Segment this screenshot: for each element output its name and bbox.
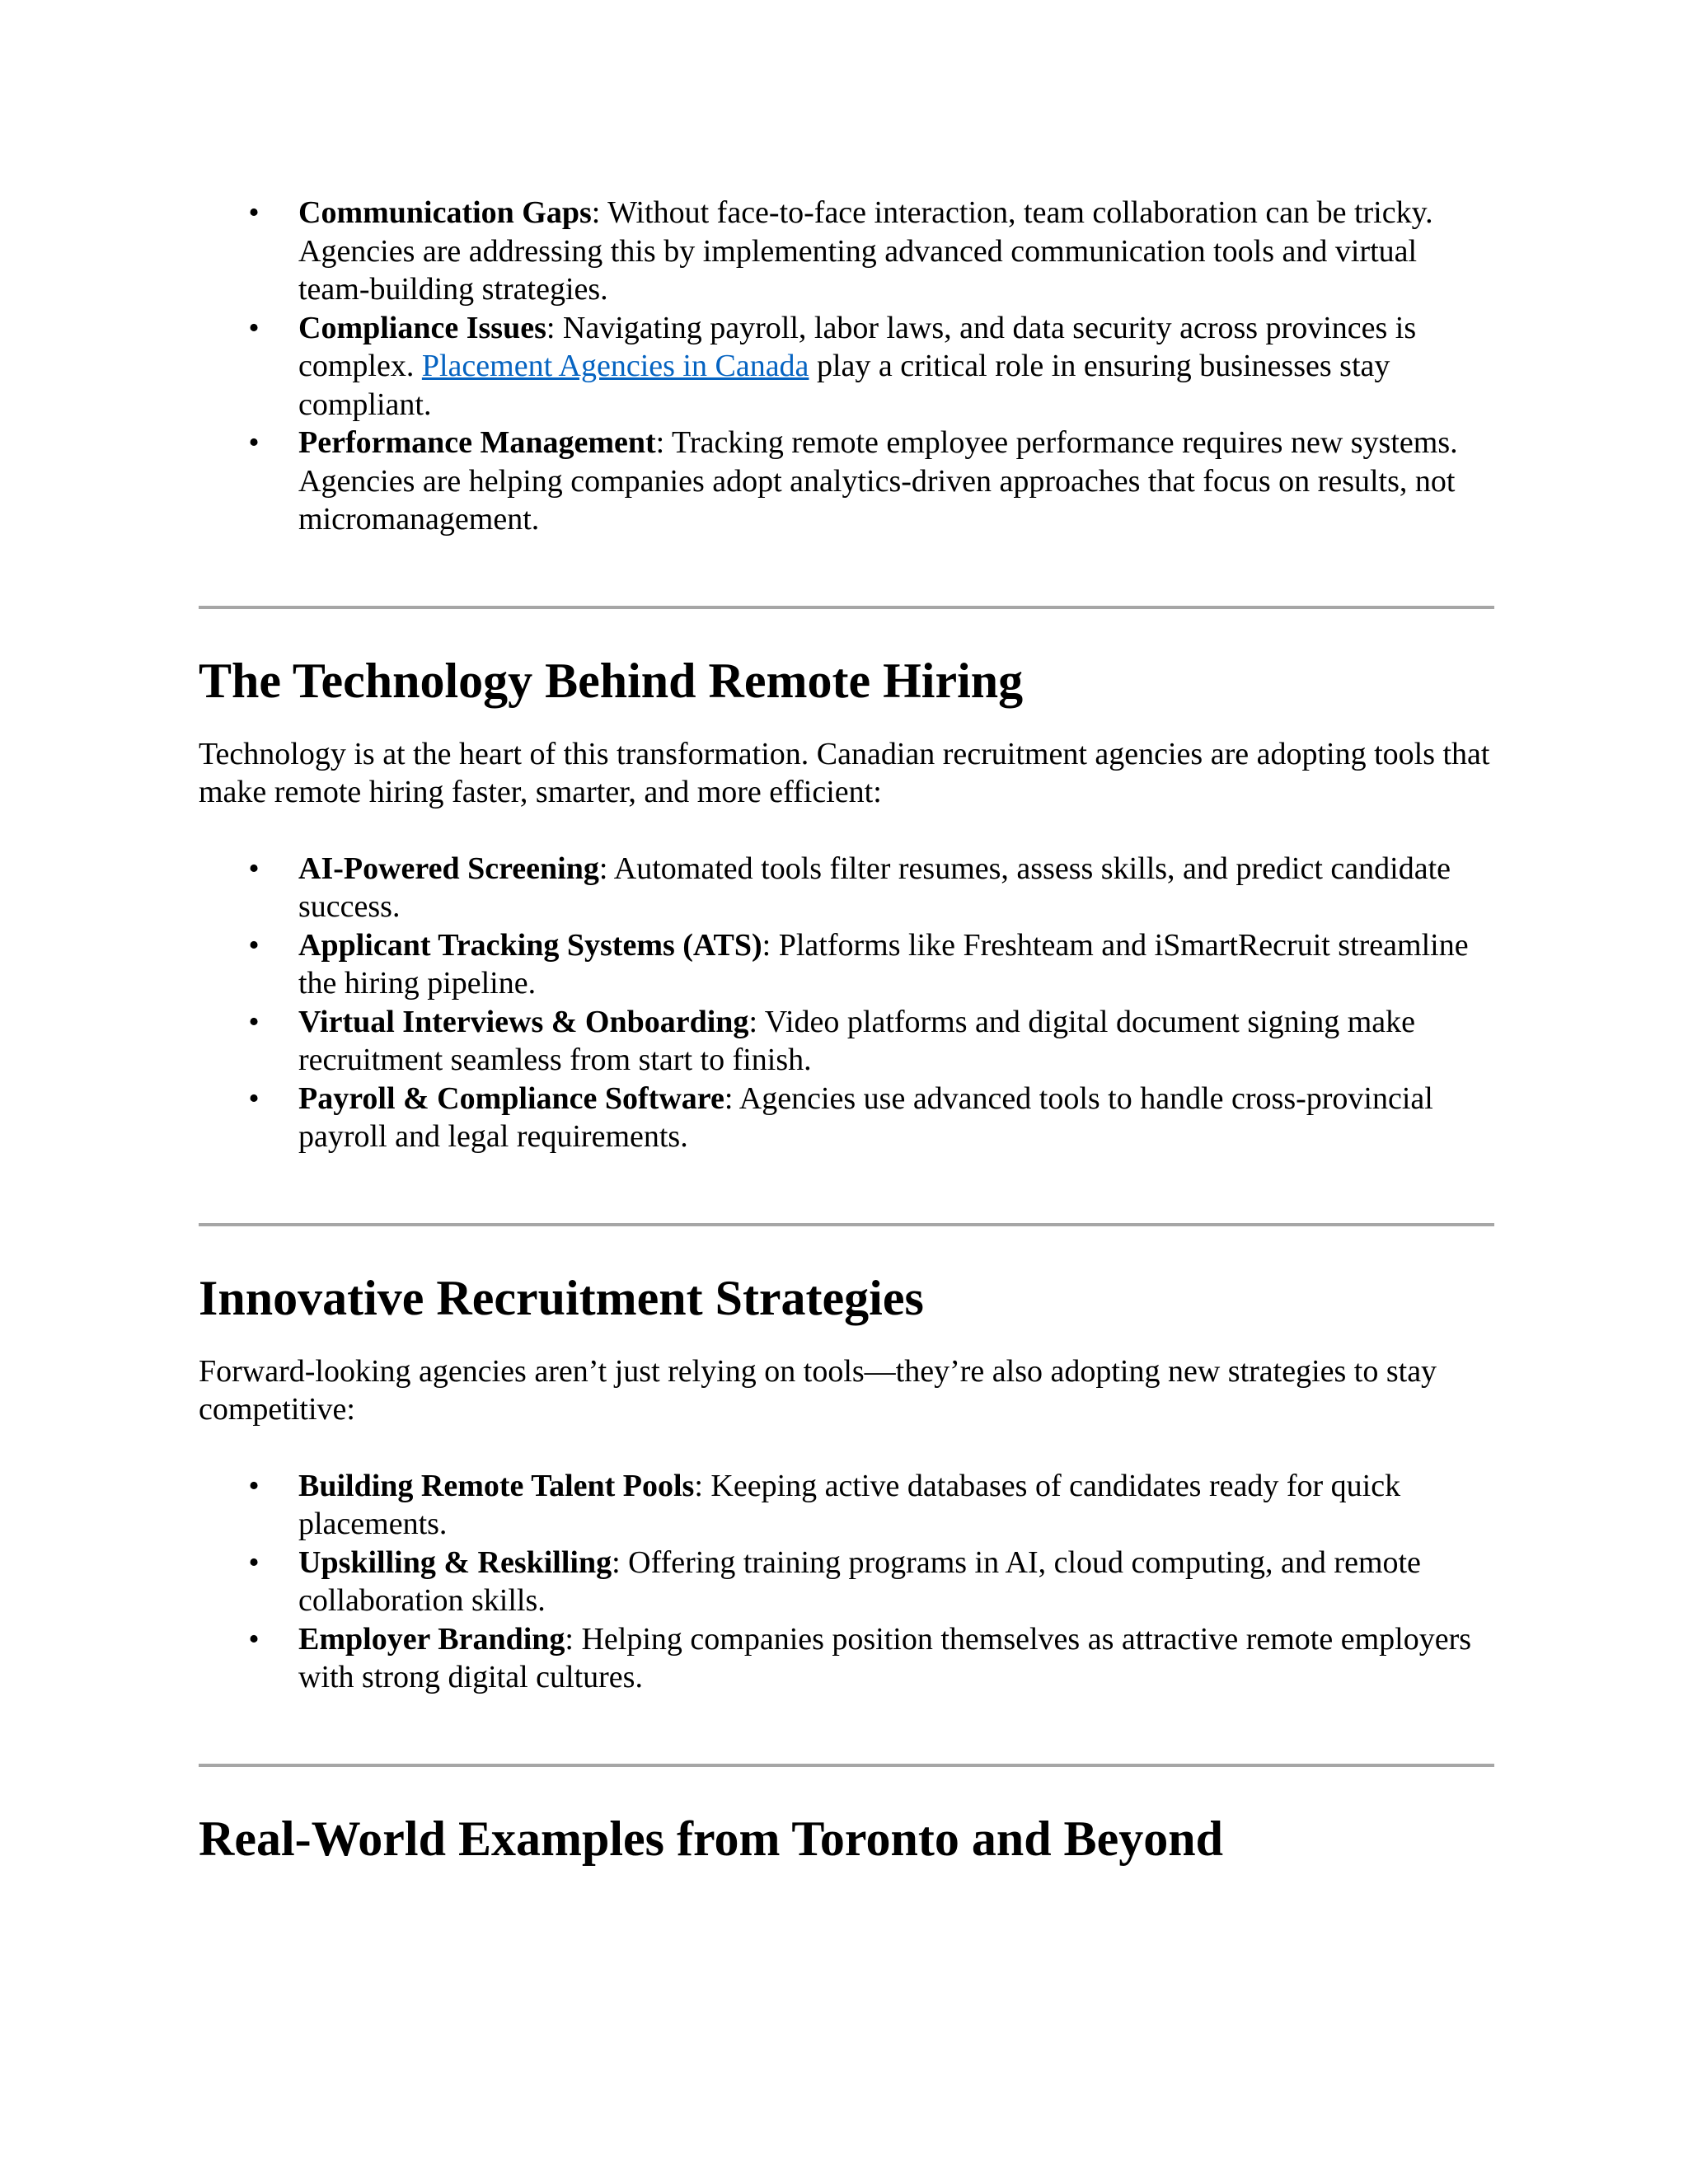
list-item-talent-pools bbox=[199, 1467, 1494, 1544]
list-item-payroll-software bbox=[199, 1080, 1494, 1156]
list-item-communication-gaps bbox=[199, 194, 1494, 309]
document-page bbox=[199, 194, 1494, 1868]
strategies-list bbox=[199, 1467, 1494, 1697]
list-item-text: : Without face-to-face interaction, team collaboration can be tricky. Agencies are addressing this by implementing advanced communication tools and virtual team-building strategies. bbox=[298, 195, 1433, 307]
list-item-virtual-interviews bbox=[199, 1003, 1494, 1080]
section-title-examples: Real-World Examples from Toronto and Beyond bbox=[199, 1811, 1223, 1866]
bullet-icon: • bbox=[248, 310, 260, 345]
list-item-term: Performance Management bbox=[298, 425, 656, 460]
placement-agencies-link[interactable]: Placement Agencies in Canada bbox=[421, 349, 809, 383]
list-item-text: play a critical role in ensuring businesses stay compliant. bbox=[298, 349, 1390, 422]
list-item-text: : Offering training programs in AI, cloud computing, and remote collaboration skills. bbox=[298, 1544, 1421, 1618]
section-divider bbox=[199, 606, 1494, 609]
list-item-term: Building Remote Talent Pools bbox=[298, 1468, 695, 1503]
list-item-employer-branding bbox=[199, 1620, 1494, 1697]
section-title-strategies: Innovative Recruitment Strategies bbox=[199, 1270, 924, 1325]
list-item-text: : Keeping active databases of candidates ready for quick placements. bbox=[298, 1468, 1401, 1541]
list-item-compliance-issues bbox=[199, 309, 1494, 424]
list-item-text: : Navigating payroll, labor laws, and data security across provinces is complex. bbox=[298, 310, 1417, 383]
bullet-icon: • bbox=[248, 851, 260, 886]
bullet-icon: • bbox=[248, 1468, 260, 1503]
list-item-term: Employer Branding bbox=[298, 1621, 565, 1657]
list-item-text: : Video platforms and digital document signing make recruitment seamless from start to finish. bbox=[298, 1004, 1416, 1077]
list-item-term: Virtual Interviews & Onboarding bbox=[298, 1004, 749, 1039]
list-item-ats bbox=[199, 926, 1494, 1003]
list-item-term: Compliance Issues bbox=[298, 310, 546, 345]
list-item-text: : Agencies use advanced tools to handle cross-provincial payroll and legal requirements. bbox=[298, 1080, 1433, 1154]
bullet-icon: • bbox=[248, 1004, 260, 1039]
list-item-term: AI-Powered Screening bbox=[298, 851, 599, 886]
bullet-icon: • bbox=[248, 927, 260, 963]
section-divider bbox=[199, 1764, 1494, 1767]
bullet-icon: • bbox=[248, 1544, 260, 1580]
section-intro-strategies: Forward-looking agencies aren’t just relying on tools—they’re also adopting new strategies to stay competitive: bbox=[199, 1353, 1437, 1427]
section-intro-technology: Technology is at the heart of this transformation. Canadian recruitment agencies are adopting tools that make remote hiring faster, smarter, and more efficient: bbox=[199, 736, 1490, 809]
list-item-term: Upskilling & Reskilling bbox=[298, 1544, 612, 1580]
list-item-text: : Helping companies position themselves as attractive remote employers with strong digital cultures. bbox=[298, 1621, 1472, 1694]
list-item-upskilling bbox=[199, 1544, 1494, 1620]
list-item-term: Applicant Tracking Systems (ATS) bbox=[298, 927, 762, 963]
bullet-icon: • bbox=[248, 1621, 260, 1657]
list-item-text: : Automated tools filter resumes, assess skills, and predict candidate success. bbox=[298, 851, 1451, 924]
list-item-term: Payroll & Compliance Software bbox=[298, 1080, 724, 1116]
list-item-text: : Platforms like Freshteam and iSmartRecruit streamline the hiring pipeline. bbox=[298, 927, 1469, 1001]
list-item-text: : Tracking remote employee performance requires new systems. Agencies are helping companies adopt analytics-driven approaches that focus on results, not micromanagement. bbox=[298, 425, 1458, 537]
list-item-term: Communication Gaps bbox=[298, 195, 592, 230]
challenges-list bbox=[199, 194, 1494, 539]
list-item-performance-management bbox=[199, 424, 1494, 539]
section-divider bbox=[199, 1223, 1494, 1226]
bullet-icon: • bbox=[248, 1080, 260, 1116]
list-item-ai-screening bbox=[199, 850, 1494, 926]
section-title-technology: The Technology Behind Remote Hiring bbox=[199, 653, 1024, 708]
bullet-icon: • bbox=[248, 195, 260, 230]
bullet-icon: • bbox=[248, 425, 260, 460]
technology-list bbox=[199, 850, 1494, 1156]
